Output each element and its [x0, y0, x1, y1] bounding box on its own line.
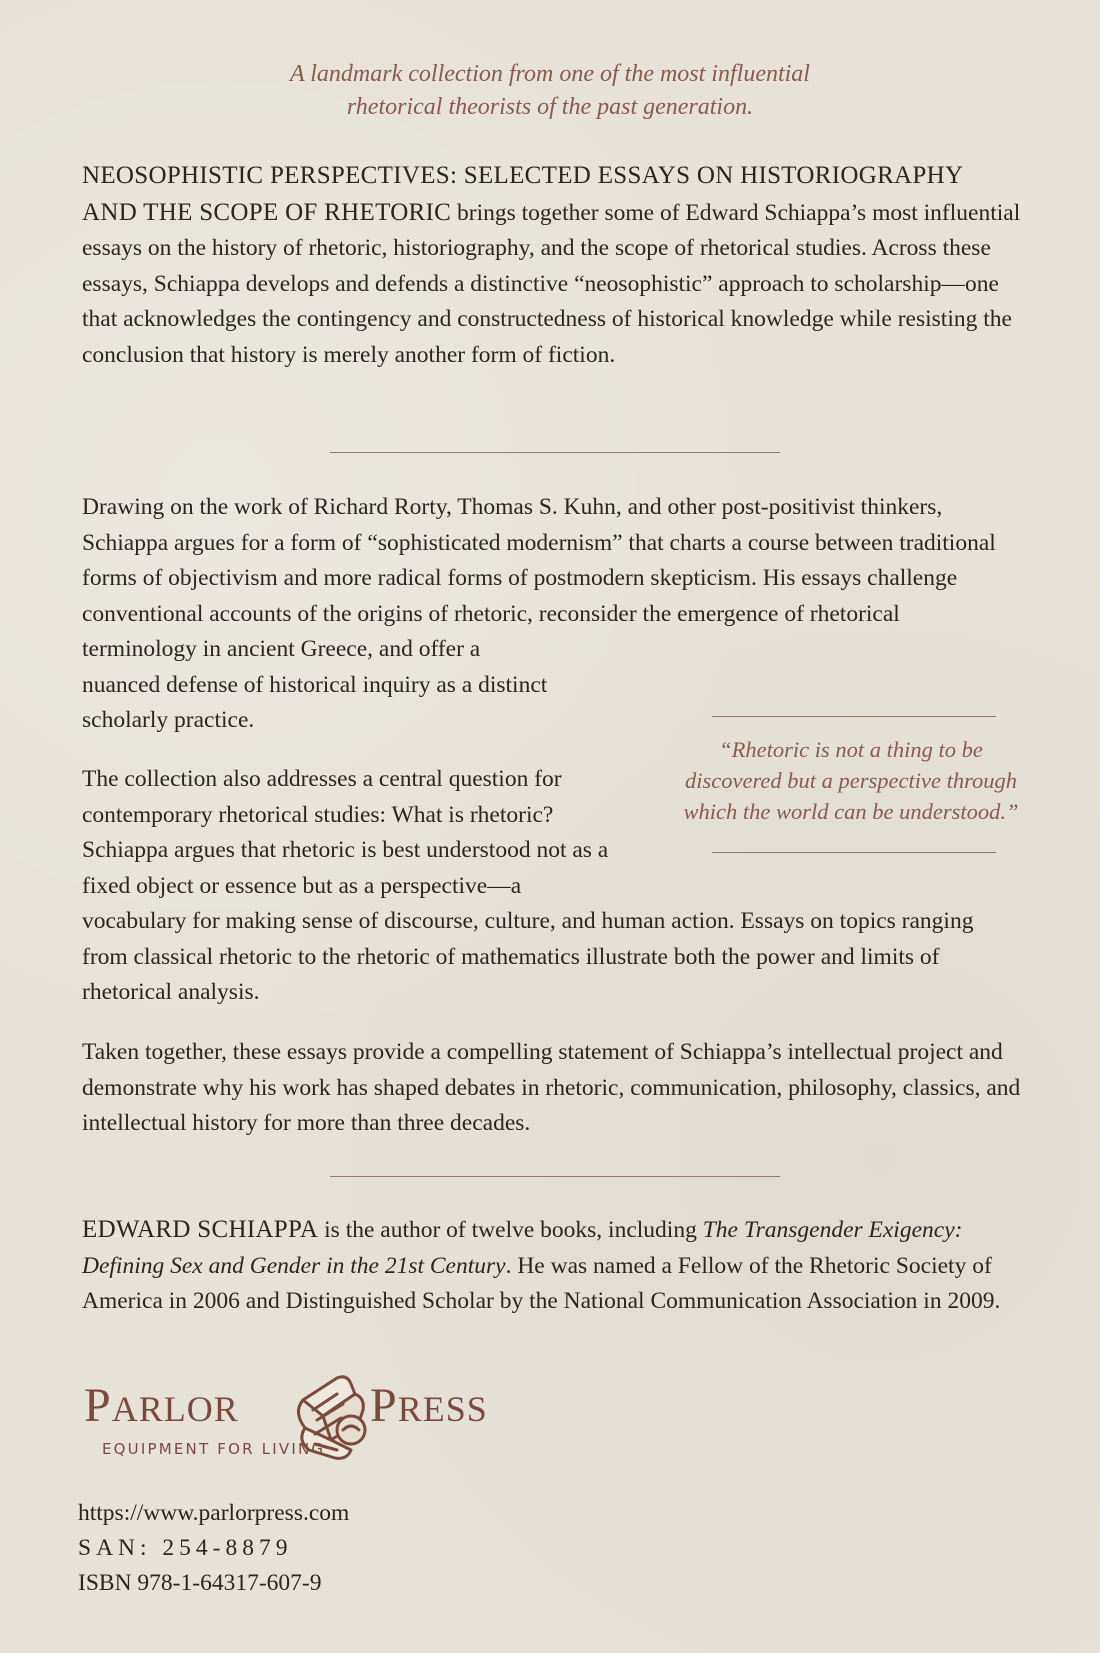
paragraph-3-main: vocabulary for making sense of discourse, culture, and human action. Essays on topics ranging from classical rhetoric to the rhetoric of mathematics illustrate both the power and limits of rhetorical analysis. — [82, 908, 974, 1005]
logo-tagline: EQUIPMENT FOR LIVING — [102, 1440, 326, 1458]
publisher-info — [78, 1496, 349, 1601]
intro-body: brings together some of Edward Schiappa’s most influential essays on the history of rhetoric, historiography, and the scope of rhetorical studies. Across these essays, Schiappa develops and defends a distinctive “neosophistic” approach to scholarship—one that acknowledges the contingency and constructedness of historical knowledge while resisting the conclusion that history is merely another form of fiction. — [82, 199, 1021, 368]
isbn-number: ISBN 978-1-64317-607-9 — [78, 1570, 322, 1596]
paragraph-2-narrow: nuanced defense of historical inquiry as a distinct scholarly practice. — [82, 671, 548, 733]
paragraph-2 — [82, 490, 1012, 739]
intro-paragraph — [82, 158, 1022, 373]
author-bio-text-2: . He was named a Fellow of the Rhetoric Society of America in 2006 and Distinguished Scholar by the National Communication Association in 2009. — [82, 1252, 1001, 1314]
author-bio-text-1: is the author of twelve books, including — [318, 1217, 703, 1243]
paragraph-3-narrow: The collection also addresses a central question for contemporary rhetorical studies: What is rhetoric? Schiappa argues that rhetoric is best understood not as a fixed object or essence but as a perspective—a — [82, 766, 609, 899]
author-book-title: The Transgender Exigency: Defining Sex and Gender in the 21st Century — [82, 1217, 963, 1279]
divider-rule-2 — [330, 1176, 780, 1177]
paragraph-3 — [82, 762, 1022, 1011]
publisher-logo — [80, 1370, 540, 1470]
divider-rule-1 — [330, 452, 780, 453]
paragraph-2-main: Drawing on the work of Richard Rorty, Thomas S. Kuhn, and other post-positivist thinkers, Schiappa argues for a form of “sophisticated modernism” that charts a course between traditional forms of objectivism and more radical forms of postmodern skepticism. His essays challenge conventional accounts of the origins of rhetoric, reconsider the emergence of rhetorical terminology in ancient Greece, and offer a — [82, 494, 996, 662]
tagline-line-1: A landmark collection from one of the most influential — [290, 61, 810, 87]
pull-quote: “Rhetoric is not a thing to be discovered but a perspective through which the world can be understood.” — [683, 737, 1019, 824]
publisher-url[interactable]: https://www.parlorpress.com — [78, 1500, 350, 1526]
logo-word-press: PRESS — [370, 1379, 488, 1432]
pullquote-rule-top — [712, 716, 996, 717]
author-name-caps: EDWARD SCHIAPPA — [82, 1216, 319, 1243]
tagline — [0, 58, 1100, 124]
book-title-caps: NEOSOPHISTIC PERSPECTIVES: SELECTED ESSAYS ON HISTORIOGRAPHY AND THE SCOPE OF RHETORIC — [82, 162, 963, 226]
paragraph-4: Taken together, these essays provide a compelling statement of Schiappa’s intellectual project and demonstrate why his work has shaped debates in rhetoric, communication, philosophy, classics, and intellectual history for more than three decades. — [82, 1039, 1021, 1136]
tagline-line-2: rhetorical theorists of the past generation. — [346, 94, 754, 120]
san-number: SAN: 254-8879 — [78, 1535, 293, 1561]
author-bio — [82, 1212, 1022, 1320]
logo-word-parlor: PARLOR — [84, 1379, 239, 1432]
